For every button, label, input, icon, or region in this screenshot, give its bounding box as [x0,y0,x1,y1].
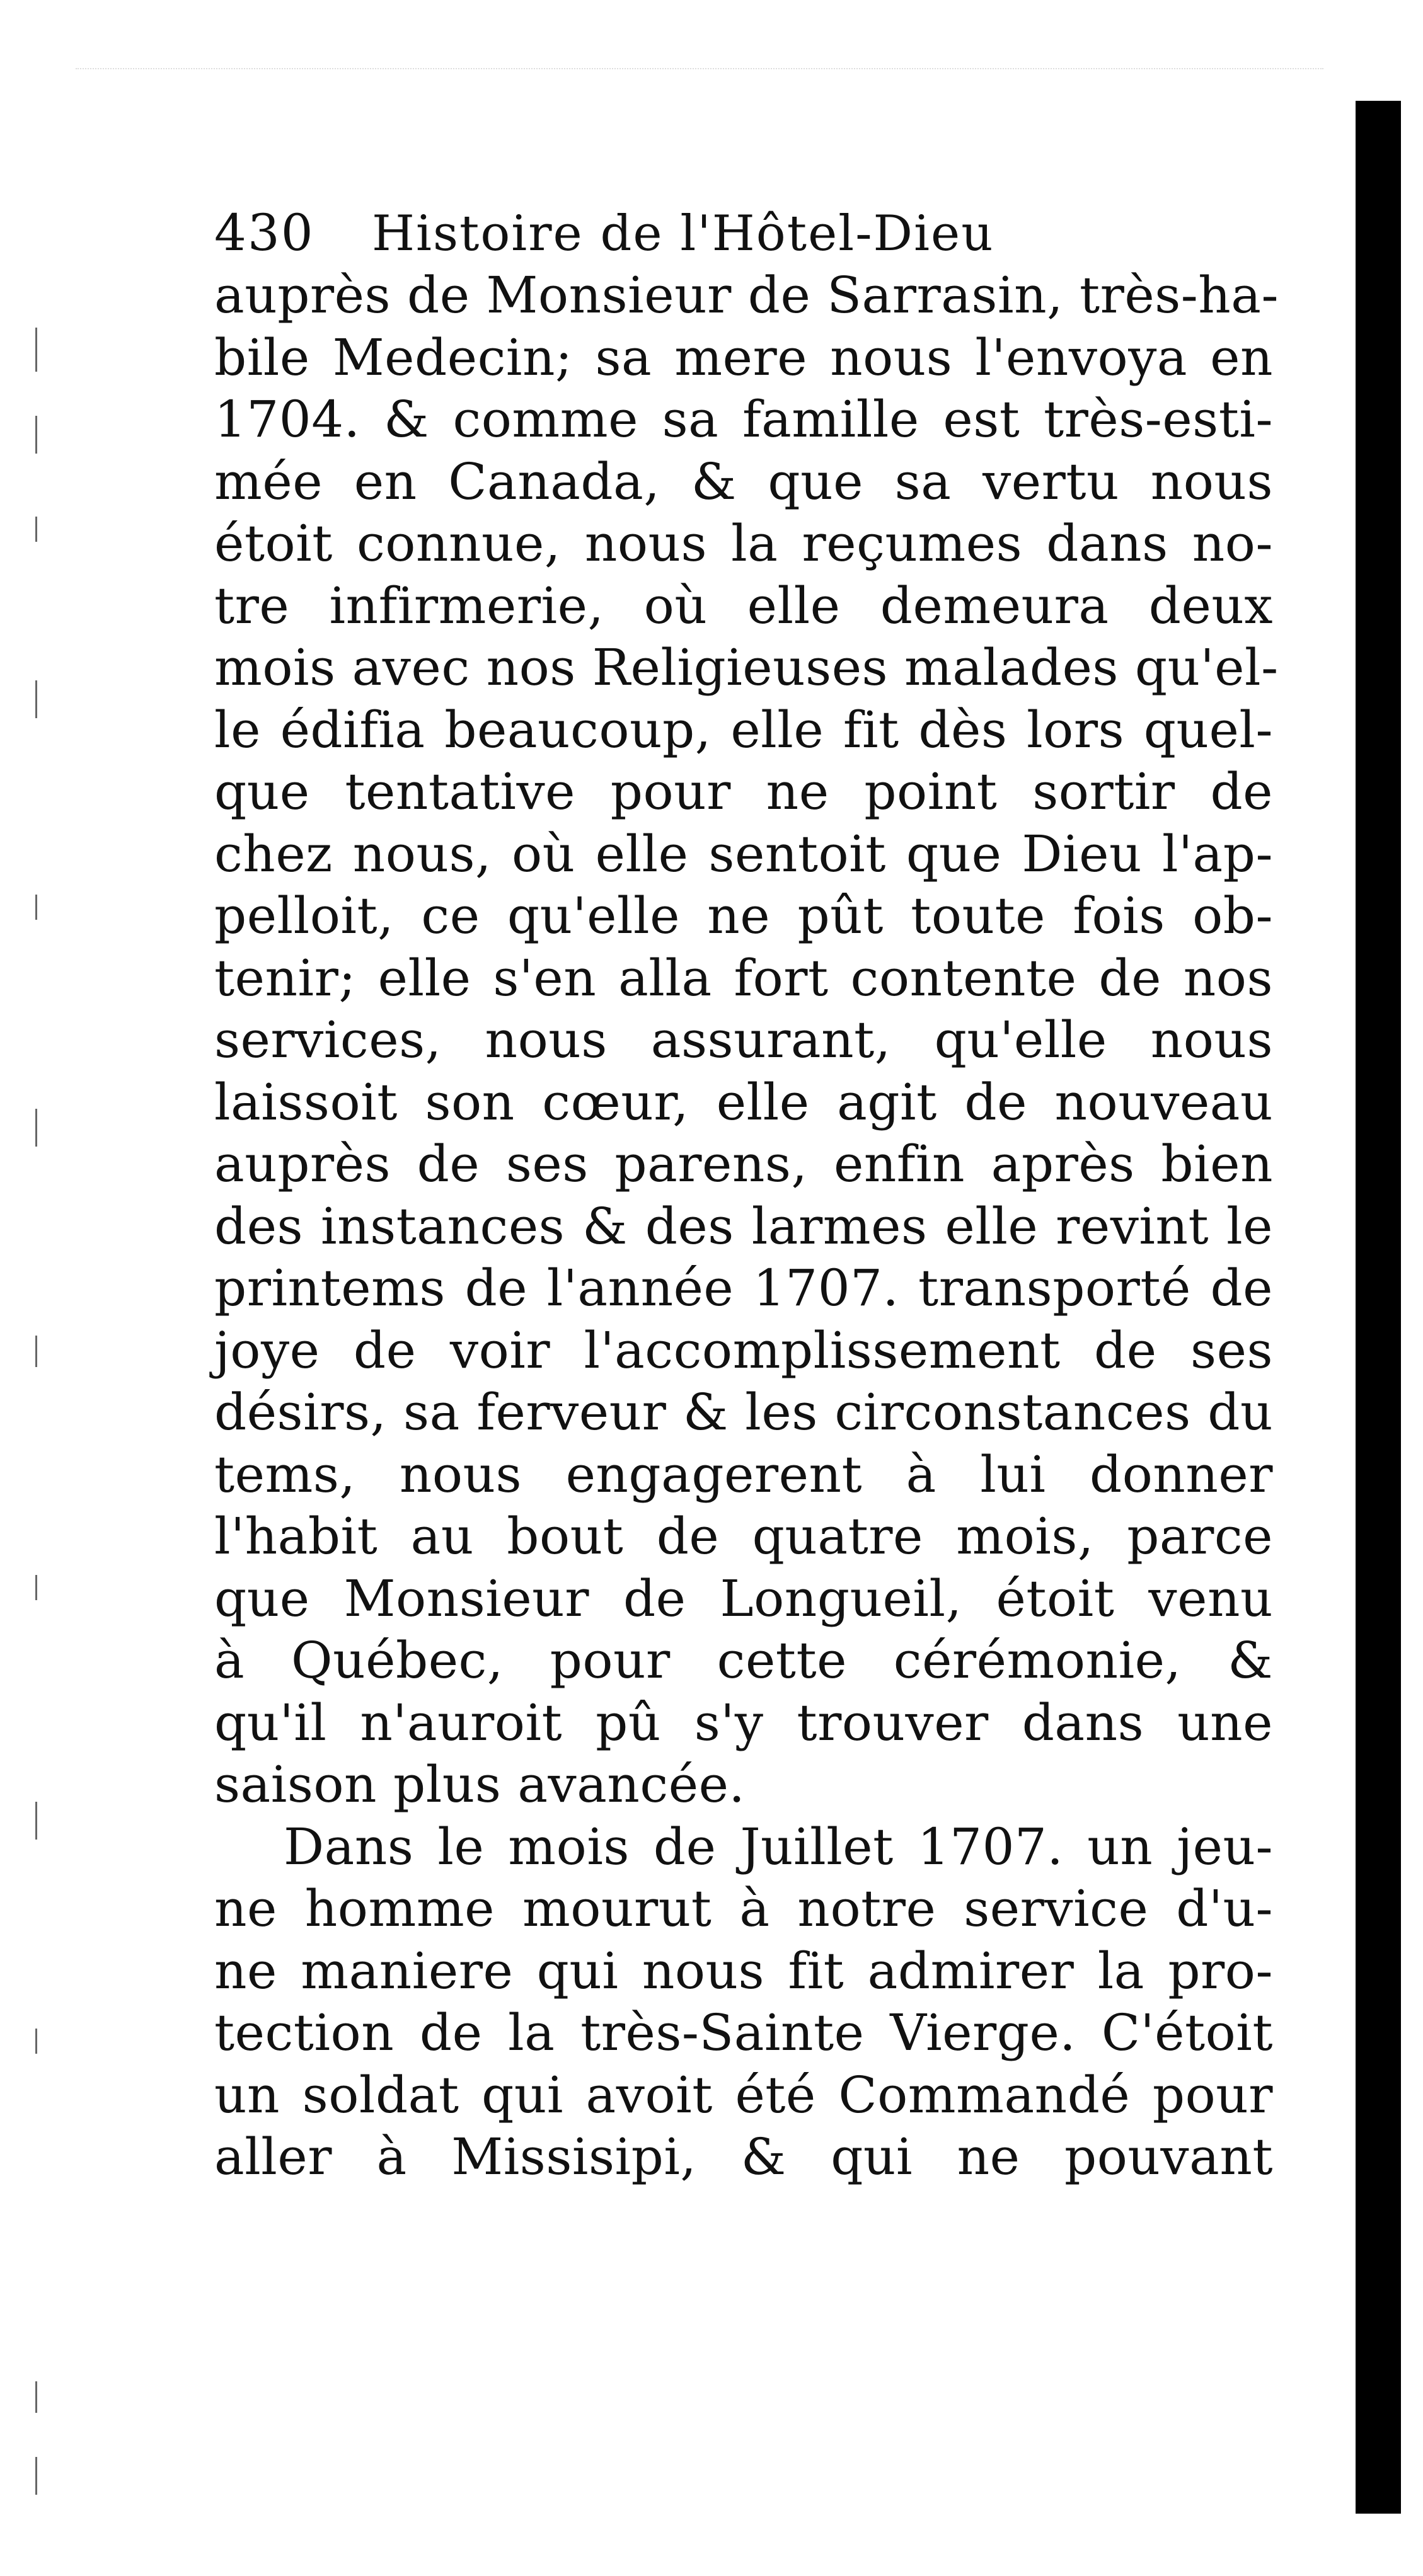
text-line: joye de voir l'accomplissement de ses [214,1320,1273,1380]
paragraph-2 [214,1816,1273,2189]
scan-top-dust [76,68,1323,72]
text-line: ne homme mourut à notre service d'u- [214,1879,1273,1938]
text-line: tems, nous engagerent à lui donner [214,1445,1273,1504]
scan-dark-edge [1356,101,1401,2514]
text-line: bile Medecin; sa mere nous l'envoya en [214,328,1273,387]
text-line: aller à Missisipi, & qui ne pouvant [214,2127,1273,2186]
text-line: mée en Canada, & que sa vertu nous [214,452,1273,511]
paragraph-1 [214,265,1279,1816]
text-line: laissoit son cœur, elle agit de nouveau [214,1072,1273,1131]
text-line: des instances & des larmes elle revint le [214,1196,1273,1256]
text-line: tenir; elle s'en alla fort contente de nos [214,948,1273,1007]
text-line: ne maniere qui nous fit admirer la pro- [214,1941,1273,2000]
text-line: pelloit, ce qu'elle ne pût toute fois ob- [214,886,1273,945]
text-line: le édifia beaucoup, elle fit dès lors quel- [214,700,1273,759]
text-line: à Québec, pour cette cérémonie, & [214,1631,1273,1690]
text-line: l'habit au bout de quatre mois, parce [214,1507,1273,1566]
text-line: un soldat qui avoit été Commandé pour [214,2065,1273,2124]
page-number: 430 [214,203,314,262]
text-line: services, nous assurant, qu'elle nous [214,1010,1273,1069]
text-line: que tentative pour ne point sortir de [214,762,1273,821]
text-line: étoit connue, nous la reçumes dans no- [214,514,1273,573]
text-line: tre infirmerie, où elle demeura deux [214,576,1273,635]
book-page [214,202,1279,2189]
text-line: printems de l'année 1707. transporté de [214,1259,1273,1317]
text-line: mois avec nos Religieuses malades qu'el- [214,638,1279,697]
text-line: auprès de ses parens, enfin après bien [214,1135,1273,1193]
text-line: tection de la très-Sainte Vierge. C'étoit [214,2003,1273,2062]
running-header [214,202,1273,265]
text-line: qu'il n'auroit pû s'y trouver dans une [214,1693,1273,1752]
running-title: Histoire de l'Hôtel-Dieu [372,205,994,262]
scan-margin-marks [30,328,49,2507]
text-line: que Monsieur de Longueil, étoit venu [214,1569,1273,1628]
text-line: 1704. & comme sa famille est très-esti- [214,390,1273,449]
text-line: auprès de Monsieur de Sarrasin, très-ha- [214,266,1279,324]
text-line: chez nous, où elle sentoit que Dieu l'ap- [214,824,1273,883]
text-line: désirs, sa ferveur & les circonstances du [214,1383,1273,1441]
text-line: Dans le mois de Juillet 1707. un jeu- [284,1817,1273,1876]
text-line: saison plus avancée. [214,1755,746,1814]
